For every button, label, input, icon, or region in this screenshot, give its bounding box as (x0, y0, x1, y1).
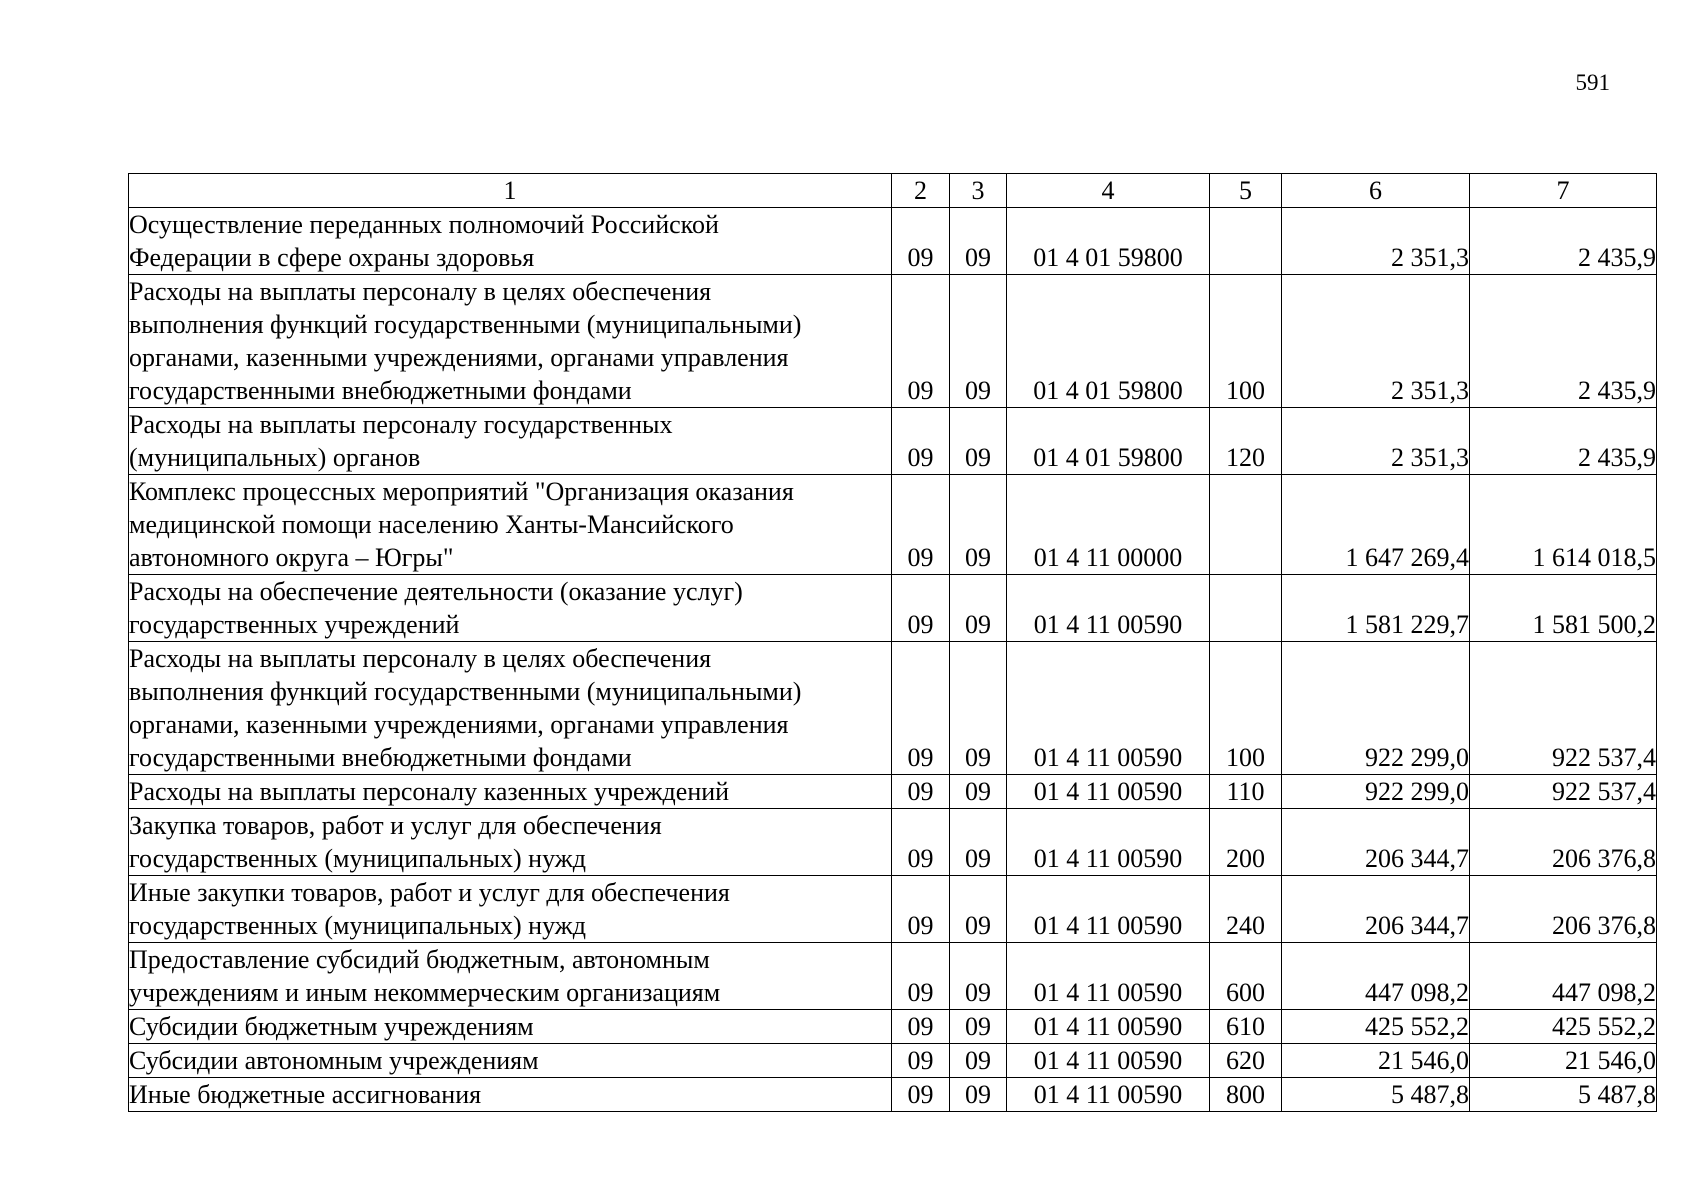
col-header-5: 5 (1210, 174, 1282, 208)
expense-name-cell (129, 809, 892, 876)
section-cell: 09 (892, 275, 950, 408)
target-code-cell: 01 4 11 00590 (1007, 575, 1210, 642)
expense-name-cell (129, 775, 892, 809)
expense-name-line: Предоставление субсидий бюджетным, автономным (129, 945, 710, 974)
expense-name-line: (муниципальных) органов (129, 443, 421, 472)
expense-name-line: Субсидии автономным учреждениям (129, 1046, 539, 1075)
amount-col6-cell: 5 487,8 (1282, 1078, 1470, 1112)
section-cell: 09 (892, 943, 950, 1010)
table-row (129, 1078, 1657, 1112)
target-code-cell: 01 4 11 00590 (1007, 775, 1210, 809)
col-header-6: 6 (1282, 174, 1470, 208)
expense-name-line: выполнения функций государственными (муниципальными) (129, 677, 802, 706)
budget-table (128, 173, 1657, 1112)
amount-col6-cell: 2 351,3 (1282, 408, 1470, 475)
expense-name-line: органами, казенными учреждениями, органами управления (129, 343, 789, 372)
amount-col6-cell: 21 546,0 (1282, 1044, 1470, 1078)
expense-name-cell (129, 642, 892, 775)
amount-col7-cell: 2 435,9 (1470, 408, 1657, 475)
expense-name-cell (129, 1044, 892, 1078)
subsection-cell: 09 (950, 475, 1007, 575)
amount-col6-cell: 1 647 269,4 (1282, 475, 1470, 575)
expense-name-cell (129, 208, 892, 275)
expense-name-line: Расходы на выплаты персоналу государственных (129, 410, 673, 439)
col-header-7: 7 (1470, 174, 1657, 208)
expense-type-cell: 200 (1210, 809, 1282, 876)
target-code-cell: 01 4 11 00590 (1007, 1078, 1210, 1112)
expense-type-cell: 100 (1210, 642, 1282, 775)
amount-col7-cell: 922 537,4 (1470, 775, 1657, 809)
target-code-cell: 01 4 11 00590 (1007, 943, 1210, 1010)
amount-col7-cell: 21 546,0 (1470, 1044, 1657, 1078)
expense-name-line: государственных учреждений (129, 610, 460, 639)
expense-type-cell: 800 (1210, 1078, 1282, 1112)
expense-type-cell: 110 (1210, 775, 1282, 809)
section-cell: 09 (892, 775, 950, 809)
expense-name-cell (129, 876, 892, 943)
table-row (129, 775, 1657, 809)
amount-col6-cell: 206 344,7 (1282, 809, 1470, 876)
expense-name-line: Осуществление переданных полномочий Российской (129, 210, 719, 239)
subsection-cell: 09 (950, 275, 1007, 408)
col-header-3: 3 (950, 174, 1007, 208)
section-cell: 09 (892, 876, 950, 943)
table-row (129, 809, 1657, 876)
subsection-cell: 09 (950, 775, 1007, 809)
section-cell: 09 (892, 575, 950, 642)
expense-name-line: государственных (муниципальных) нужд (129, 911, 586, 940)
subsection-cell: 09 (950, 575, 1007, 642)
col-header-1: 1 (129, 174, 892, 208)
table-body (129, 208, 1657, 1112)
expense-type-cell: 120 (1210, 408, 1282, 475)
target-code-cell: 01 4 11 00590 (1007, 1010, 1210, 1044)
table-row (129, 1010, 1657, 1044)
target-code-cell: 01 4 11 00590 (1007, 876, 1210, 943)
section-cell: 09 (892, 475, 950, 575)
amount-col6-cell: 2 351,3 (1282, 275, 1470, 408)
amount-col6-cell: 206 344,7 (1282, 876, 1470, 943)
amount-col7-cell: 447 098,2 (1470, 943, 1657, 1010)
expense-name-cell (129, 275, 892, 408)
expense-name-line: выполнения функций государственными (муниципальными) (129, 310, 802, 339)
expense-type-cell: 610 (1210, 1010, 1282, 1044)
amount-col7-cell: 1 614 018,5 (1470, 475, 1657, 575)
col-header-4: 4 (1007, 174, 1210, 208)
target-code-cell: 01 4 11 00590 (1007, 809, 1210, 876)
expense-name-line: Расходы на обеспечение деятельности (оказание услуг) (129, 577, 743, 606)
expense-name-line: учреждениям и иным некоммерческим организациям (129, 978, 721, 1007)
subsection-cell: 09 (950, 943, 1007, 1010)
section-cell: 09 (892, 1078, 950, 1112)
subsection-cell: 09 (950, 809, 1007, 876)
target-code-cell: 01 4 01 59800 (1007, 275, 1210, 408)
target-code-cell: 01 4 11 00590 (1007, 1044, 1210, 1078)
table-row (129, 208, 1657, 275)
expense-name-line: автономного округа – Югры" (129, 543, 454, 572)
section-cell: 09 (892, 208, 950, 275)
subsection-cell: 09 (950, 876, 1007, 943)
target-code-cell: 01 4 01 59800 (1007, 208, 1210, 275)
amount-col7-cell: 206 376,8 (1470, 809, 1657, 876)
expense-name-line: Расходы на выплаты персоналу казенных учреждений (129, 777, 730, 806)
expense-name-line: Расходы на выплаты персоналу в целях обеспечения (129, 644, 712, 673)
expense-type-cell (1210, 475, 1282, 575)
amount-col7-cell: 1 581 500,2 (1470, 575, 1657, 642)
target-code-cell: 01 4 11 00590 (1007, 642, 1210, 775)
expense-name-cell (129, 1010, 892, 1044)
subsection-cell: 09 (950, 1078, 1007, 1112)
expense-name-line: государственных (муниципальных) нужд (129, 844, 586, 873)
table-row (129, 408, 1657, 475)
expense-name-line: органами, казенными учреждениями, органами управления (129, 710, 789, 739)
expense-type-cell (1210, 575, 1282, 642)
expense-name-line: Расходы на выплаты персоналу в целях обеспечения (129, 277, 712, 306)
table-row (129, 575, 1657, 642)
subsection-cell: 09 (950, 1044, 1007, 1078)
amount-col6-cell: 1 581 229,7 (1282, 575, 1470, 642)
amount-col6-cell: 922 299,0 (1282, 775, 1470, 809)
expense-name-cell (129, 475, 892, 575)
target-code-cell: 01 4 11 00000 (1007, 475, 1210, 575)
expense-name-cell (129, 575, 892, 642)
amount-col7-cell: 2 435,9 (1470, 275, 1657, 408)
subsection-cell: 09 (950, 208, 1007, 275)
amount-col7-cell: 206 376,8 (1470, 876, 1657, 943)
amount-col6-cell: 922 299,0 (1282, 642, 1470, 775)
expense-name-line: государственными внебюджетными фондами (129, 743, 632, 772)
expense-name-line: медицинской помощи населению Ханты-Мансийского (129, 510, 734, 539)
expense-name-line: Субсидии бюджетным учреждениям (129, 1012, 534, 1041)
expense-name-line: Закупка товаров, работ и услуг для обеспечения (129, 811, 662, 840)
section-cell: 09 (892, 1010, 950, 1044)
amount-col7-cell: 922 537,4 (1470, 642, 1657, 775)
amount-col6-cell: 425 552,2 (1282, 1010, 1470, 1044)
expense-name-cell (129, 1078, 892, 1112)
expense-name-line: Комплекс процессных мероприятий "Организация оказания (129, 477, 794, 506)
section-cell: 09 (892, 809, 950, 876)
page-number: 591 (1575, 70, 1610, 95)
section-cell: 09 (892, 642, 950, 775)
expense-type-cell: 620 (1210, 1044, 1282, 1078)
subsection-cell: 09 (950, 642, 1007, 775)
section-cell: 09 (892, 1044, 950, 1078)
expense-type-cell: 100 (1210, 275, 1282, 408)
amount-col7-cell: 5 487,8 (1470, 1078, 1657, 1112)
section-cell: 09 (892, 408, 950, 475)
subsection-cell: 09 (950, 408, 1007, 475)
table-header (129, 174, 1657, 208)
expense-name-cell (129, 943, 892, 1010)
table-row (129, 475, 1657, 575)
header-row (129, 174, 1657, 208)
expense-name-line: Иные закупки товаров, работ и услуг для обеспечения (129, 878, 730, 907)
table-row (129, 876, 1657, 943)
amount-col6-cell: 2 351,3 (1282, 208, 1470, 275)
amount-col7-cell: 425 552,2 (1470, 1010, 1657, 1044)
table-row (129, 642, 1657, 775)
amount-col7-cell: 2 435,9 (1470, 208, 1657, 275)
expense-type-cell (1210, 208, 1282, 275)
expense-name-line: Федерации в сфере охраны здоровья (129, 243, 535, 272)
expense-type-cell: 240 (1210, 876, 1282, 943)
target-code-cell: 01 4 01 59800 (1007, 408, 1210, 475)
expense-name-line: Иные бюджетные ассигнования (129, 1080, 482, 1109)
col-header-2: 2 (892, 174, 950, 208)
amount-col6-cell: 447 098,2 (1282, 943, 1470, 1010)
table-row (129, 1044, 1657, 1078)
expense-name-line: государственными внебюджетными фондами (129, 376, 632, 405)
expense-type-cell: 600 (1210, 943, 1282, 1010)
expense-name-cell (129, 408, 892, 475)
subsection-cell: 09 (950, 1010, 1007, 1044)
table-row (129, 275, 1657, 408)
table-row (129, 943, 1657, 1010)
